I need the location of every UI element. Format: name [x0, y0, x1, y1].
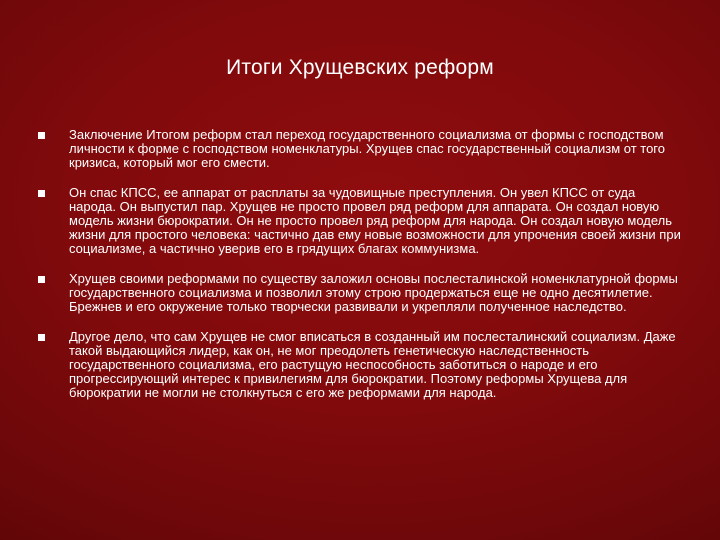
list-item — [38, 272, 684, 314]
list-item — [38, 330, 684, 400]
square-bullet-icon — [38, 334, 45, 341]
list-item — [38, 186, 684, 256]
slide-title: Итоги Хрущевских реформ — [226, 56, 494, 79]
list-item — [38, 128, 684, 170]
square-bullet-icon — [38, 190, 45, 197]
list-item-text: Хрущев своими реформами по существу заложил основы послесталинской номенклатурной формы государственного социализма и позволил этому строю продержаться еще не одно десятилетие. Брежнев и его окружение только творчески развивали и укрепляли полученное наследство. — [69, 271, 678, 314]
list-item-text: Он спас КПСС, ее аппарат от расплаты за чудовищные преступления. Он увел КПСС от суда народа. Он выпустил пар. Хрущев не просто провел ряд реформ для аппарата. Он создал новую модель жизни бюрократии. Он не просто провел ряд реформ для народа. Он создал новую модель жизни для простого человека: частично дав ему новые возможности для упрочения своей жизни при социализме, а частично уверив его в грядущих благах коммунизма. — [69, 185, 681, 256]
square-bullet-icon — [38, 132, 45, 139]
list-item-text: Заключение Итогом реформ стал переход государственного социализма от формы с господством личности к форме с господством номенклатуры. Хрущев спас государственный социализм от того кризиса, который мог его смести. — [69, 127, 665, 170]
list-item-text: Другое дело, что сам Хрущев не смог вписаться в созданный им послесталинский социализм. Даже такой выдающийся лидер, как он, не мог преодолеть генетическую наследственность государственного социализма, его растущую неспособность заботиться о народе и его прогрессирующий интерес к привилегиям для бюрократии. Поэтому реформы Хрущева для бюрократии не могли не столкнуться с его же реформами для народа. — [69, 329, 676, 400]
bullet-list — [38, 128, 684, 400]
square-bullet-icon — [38, 276, 45, 283]
